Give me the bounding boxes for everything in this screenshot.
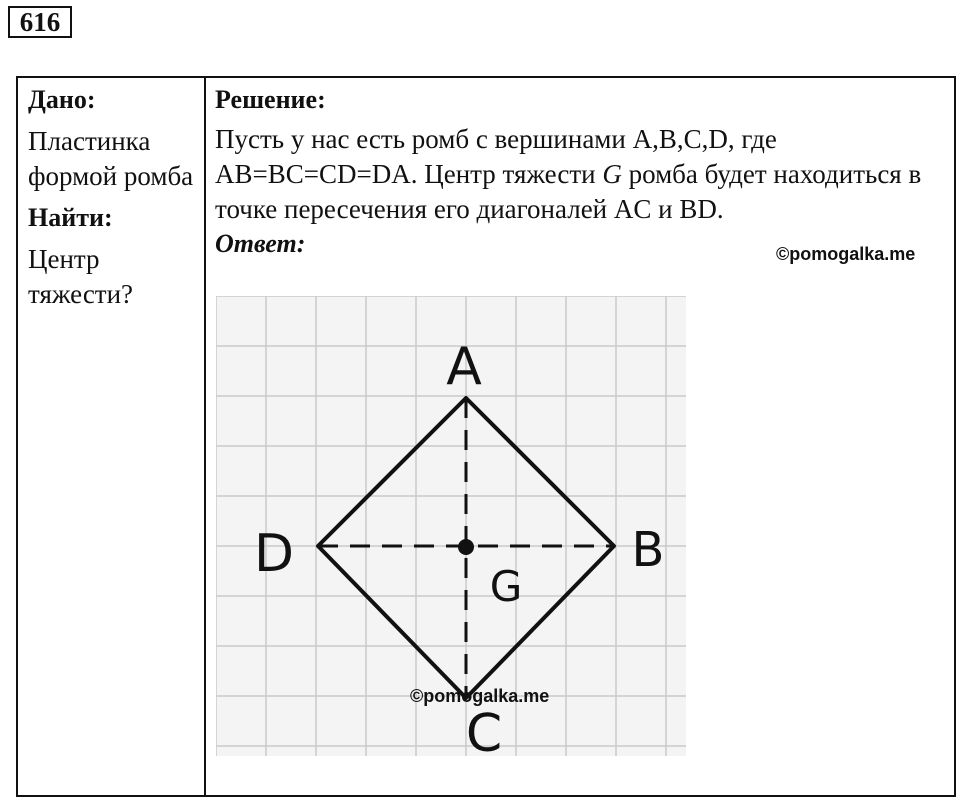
task-number: 616 (8, 6, 72, 38)
solution-text-part-2: ромба будет находиться в точке пересечения его диагоналей AC и BD. (215, 159, 922, 224)
center-variable: G (602, 159, 622, 189)
find-heading: Найти: (28, 203, 113, 232)
vertex-label-c: C (465, 704, 503, 756)
solution-column (215, 78, 945, 259)
given-text: Пластинка формой ромба (28, 126, 194, 191)
vertex-label-b: B (631, 522, 665, 578)
vertex-label-a: A (446, 337, 482, 397)
vertex-label-d: D (253, 524, 295, 584)
answer-label: Ответ: (215, 229, 306, 258)
solution-text-part-1: Пусть у нас есть ромб с вершинами A,B,C,D, где AB=BC=CD=DA. Центр тяжести (215, 124, 777, 189)
watermark-bottom: ©pomogalka.me (410, 686, 550, 706)
given-heading: Дано: (28, 85, 96, 114)
center-label-g: G (489, 562, 523, 611)
solution-text (215, 122, 945, 227)
given-column (28, 78, 198, 318)
find-text: Центр тяжести? (28, 244, 134, 309)
column-divider (204, 78, 206, 795)
solution-heading: Решение: (215, 85, 326, 114)
watermark-top: ©pomogalka.me (776, 244, 916, 264)
center-point (458, 539, 474, 555)
